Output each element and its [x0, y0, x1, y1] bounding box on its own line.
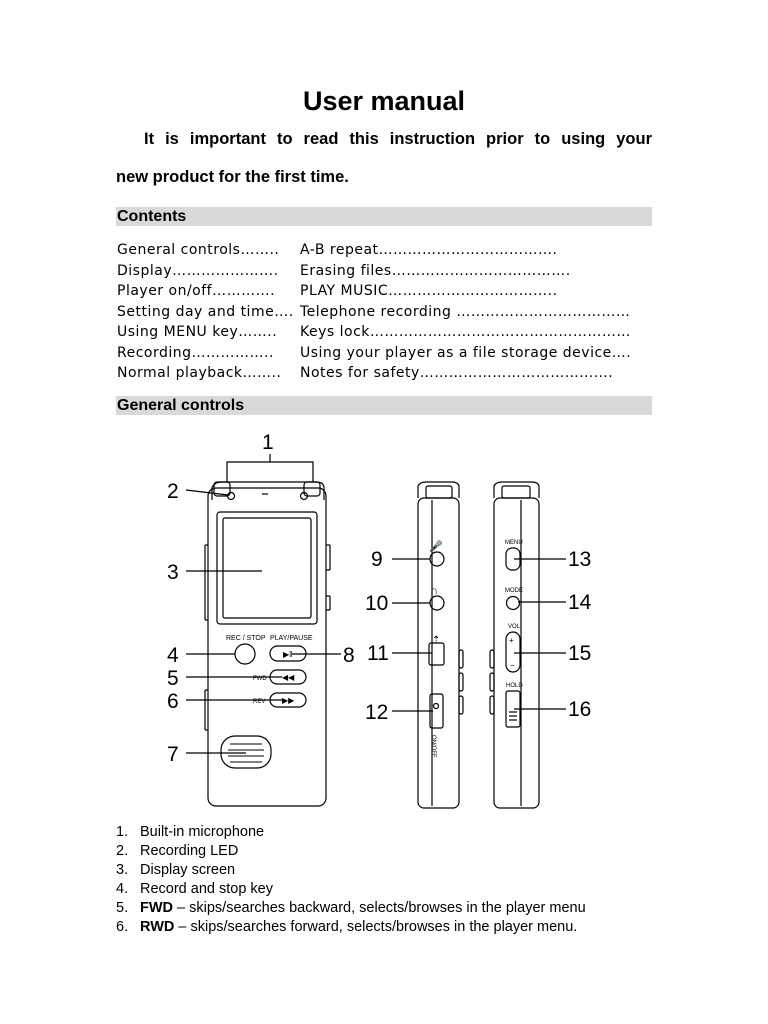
right-side-callouts [514, 548, 592, 721]
legend-number: 3. [116, 862, 129, 878]
legend-number: 2. [116, 843, 129, 859]
callout-3: 3 [167, 561, 179, 584]
contents-heading: Contents [117, 208, 187, 225]
callout-11: 11 [367, 642, 389, 665]
side-bump [459, 673, 463, 691]
callout-1: 1 [262, 431, 274, 454]
mode-label: MODE [505, 588, 523, 594]
device-diagram [160, 426, 610, 816]
switch-knob [434, 704, 439, 709]
legend-item [116, 823, 586, 842]
fwd-label: FWD [253, 676, 267, 682]
legend-text: Record and stop key [140, 881, 273, 897]
left-side-callouts [365, 548, 433, 724]
volume-down-icon: − [510, 661, 515, 670]
legend-text: – skips/searches backward, selects/browses in the player menu [173, 900, 586, 916]
hold-label: HOLD [506, 683, 523, 689]
side-top-cap [418, 482, 459, 498]
side-bump [459, 650, 463, 668]
callout-2-line [186, 490, 228, 495]
contents-row [117, 322, 652, 343]
legend-number: 6. [116, 919, 129, 935]
contents-entry: Recording…………….. [117, 344, 274, 361]
legend-text: – skips/searches forward, selects/browses in the player menu. [174, 919, 578, 935]
side-bump [490, 650, 494, 668]
contents-list [117, 240, 652, 384]
side-bump [459, 696, 463, 714]
right-side-view [490, 482, 539, 808]
contents-entry: Setting day and time…. [117, 303, 294, 320]
speaker-grille [221, 736, 271, 768]
legend-text: Recording LED [140, 843, 239, 859]
callout-14: 14 [568, 591, 592, 614]
contents-row [117, 302, 652, 323]
rec-stop-label: REC / STOP [226, 635, 266, 642]
volume-up-icon: + [509, 636, 514, 645]
side-mic-grille [502, 486, 530, 498]
general-controls-section-header [116, 396, 652, 415]
legend-item [116, 861, 586, 880]
callout-12: 12 [365, 701, 389, 724]
legend-number: 1. [116, 824, 129, 840]
mic-jack-icon: 🎤 [429, 541, 443, 553]
legend-term: FWD [140, 900, 174, 916]
headphone-icon: ∩ [430, 585, 438, 597]
side-top-cap [494, 482, 539, 498]
front-body [208, 488, 326, 806]
on-off-label: ON/OFF [430, 735, 436, 758]
play-pause-label: PLAY/PAUSE [270, 635, 313, 642]
legend-term: RWD [140, 919, 175, 935]
callout-10: 10 [365, 592, 389, 615]
callout-7: 7 [167, 743, 179, 766]
contents-row [117, 240, 652, 261]
callout-8: 8 [343, 644, 355, 667]
contents-row [117, 281, 652, 302]
callout-16: 16 [568, 698, 592, 721]
contents-entry: PLAY MUSIC…………………………….. [300, 283, 558, 299]
side-mic-grille [426, 486, 452, 498]
rev-label: REV [253, 699, 266, 705]
contents-row [117, 363, 652, 384]
rec-stop-key [235, 644, 255, 664]
contents-entry: Player on/off…………. [117, 283, 276, 299]
controls-legend [116, 823, 586, 937]
contents-entry: Using your player as a file storage device…. [300, 344, 632, 361]
rewind-icon: ◀◀ [282, 673, 295, 682]
page-title: User manual [302, 86, 466, 116]
menu-label: MENU [505, 540, 523, 546]
contents-entry: Telephone recording ……………………………… [300, 303, 631, 320]
callout-2: 2 [167, 480, 179, 503]
side-bump [490, 673, 494, 691]
vol-label: VOL [508, 624, 521, 630]
legend-text: Built-in microphone [140, 824, 265, 840]
contents-row [117, 343, 652, 364]
contents-row [117, 261, 652, 282]
contents-entry: Normal playback…….. [117, 365, 282, 381]
contents-section-header [116, 207, 652, 226]
legend-item [116, 918, 586, 937]
contents-entry: Using MENU key…….. [117, 324, 278, 340]
contents-entry: A-B repeat………………………………. [300, 242, 558, 258]
intro-line-1: It is important to read this instruction prior to using your [144, 130, 652, 148]
contents-entry: General controls…….. [117, 242, 280, 258]
legend-item [116, 899, 586, 918]
callout-13: 13 [568, 548, 592, 571]
usb-port [429, 643, 444, 665]
callout-9: 9 [371, 548, 383, 571]
callout-4: 4 [167, 644, 179, 667]
play-pause-icon: ▶ǁ [283, 650, 293, 659]
contents-entry: Notes for safety…………………………………. [300, 365, 614, 381]
callout-1-bracket [227, 462, 313, 482]
side-bump [490, 696, 494, 714]
fast-forward-icon: ▶▶ [282, 696, 295, 705]
usb-icon: ⇡ [432, 635, 441, 646]
legend-number: 5. [116, 900, 129, 916]
general-controls-heading: General controls [117, 397, 245, 414]
legend-item [116, 880, 586, 899]
callout-6: 6 [167, 690, 179, 713]
contents-entry: Display…………………. [117, 262, 279, 279]
left-side-view [418, 482, 463, 808]
display-outer [217, 512, 317, 624]
mode-key [507, 597, 520, 610]
callout-15: 15 [568, 642, 592, 665]
callout-5: 5 [167, 667, 179, 690]
contents-entry: Keys lock……………………………………………… [300, 324, 631, 340]
legend-item [116, 842, 586, 861]
contents-entry: Erasing files………………………………. [300, 262, 571, 279]
display-screen [223, 518, 311, 618]
intro-line-2: new product for the first time. [116, 168, 349, 186]
legend-text: Display screen [140, 862, 236, 878]
legend-number: 4. [116, 881, 129, 897]
front-view [205, 482, 330, 806]
